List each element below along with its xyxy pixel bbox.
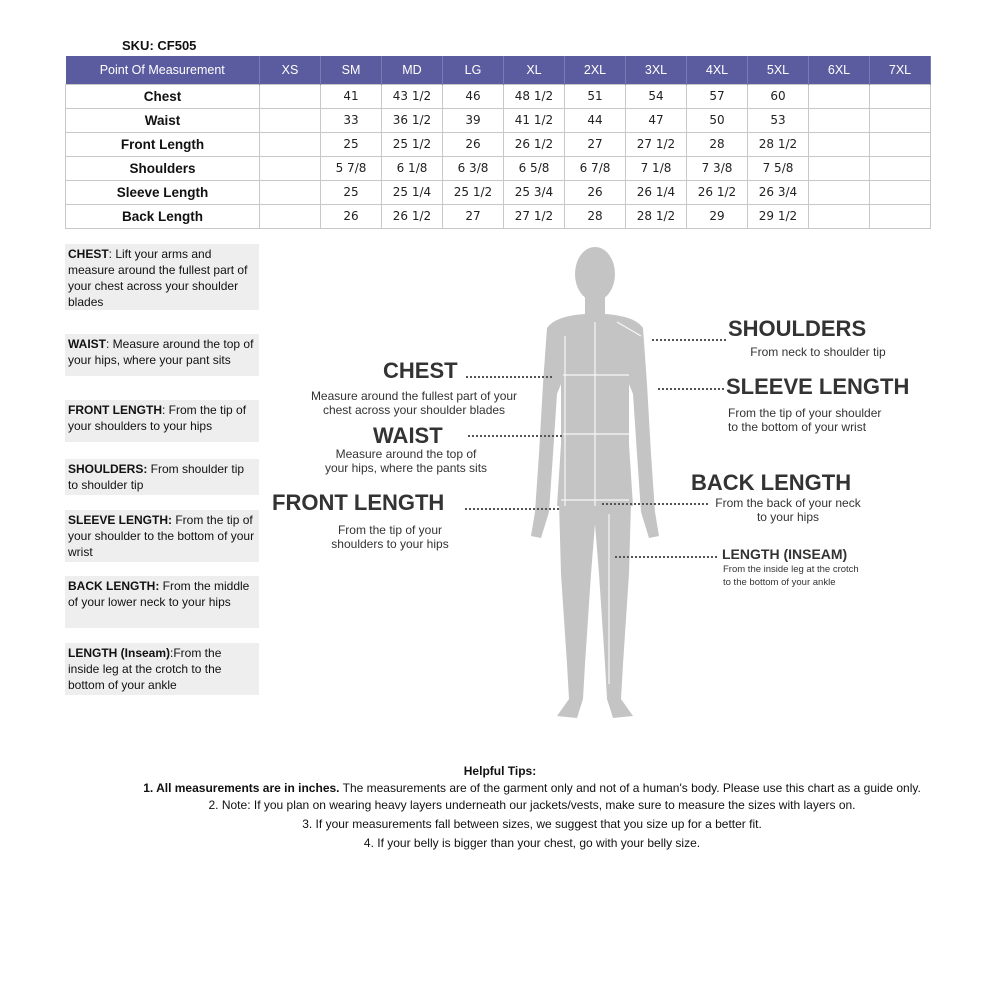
column-header: 3XL bbox=[626, 56, 687, 84]
instruction-text: From the tip of your shoulder to the bottom of your wrist bbox=[68, 513, 255, 559]
size-value-cell: 41 bbox=[321, 84, 382, 108]
size-value-cell: 25 3/4 bbox=[504, 180, 565, 204]
table-row bbox=[66, 204, 931, 228]
size-value-cell bbox=[260, 156, 321, 180]
size-value-cell: 48 1/2 bbox=[504, 84, 565, 108]
size-value-cell: 25 bbox=[321, 132, 382, 156]
table-header-row bbox=[66, 56, 931, 84]
waist-label: WAIST bbox=[373, 423, 443, 448]
instruction-back-length bbox=[65, 576, 259, 628]
size-value-cell: 25 1/2 bbox=[443, 180, 504, 204]
instruction-text: From the middle of your lower neck to your hips bbox=[68, 579, 250, 609]
instruction-text: From shoulder tip to shoulder tip bbox=[68, 462, 245, 492]
size-value-cell bbox=[870, 132, 931, 156]
size-value-cell: 5 7/8 bbox=[321, 156, 382, 180]
size-value-cell: 41 1/2 bbox=[504, 108, 565, 132]
instruction-text: : Lift your arms and measure around the fullest part of your chest across your shoulder blades bbox=[68, 247, 248, 309]
front-length-label: FRONT LENGTH bbox=[272, 490, 445, 515]
size-value-cell bbox=[870, 204, 931, 228]
sleeve-length-label: SLEEVE LENGTH bbox=[726, 374, 910, 399]
size-value-cell: 27 1/2 bbox=[504, 204, 565, 228]
size-value-cell: 29 bbox=[687, 204, 748, 228]
tip-3: 3. If your measurements fall between sizes, we suggest that you size up for a better fit. bbox=[302, 817, 762, 831]
column-header: 4XL bbox=[687, 56, 748, 84]
size-value-cell: 44 bbox=[565, 108, 626, 132]
measurement-name-cell: Sleeve Length bbox=[66, 180, 260, 204]
column-header: XS bbox=[260, 56, 321, 84]
measurement-name-cell: Front Length bbox=[66, 132, 260, 156]
size-value-cell: 43 1/2 bbox=[382, 84, 443, 108]
tip-1: 1. All measurements are in inches. The measurements are of the garment only and not of a human's body. Please use this chart as a guide only. bbox=[143, 781, 921, 795]
size-value-cell: 7 1/8 bbox=[626, 156, 687, 180]
table-row bbox=[66, 180, 931, 204]
measurement-name-cell: Back Length bbox=[66, 204, 260, 228]
instruction-title: CHEST bbox=[68, 247, 109, 261]
size-value-cell: 26 1/4 bbox=[626, 180, 687, 204]
size-value-cell bbox=[260, 180, 321, 204]
size-value-cell bbox=[260, 132, 321, 156]
size-value-cell: 47 bbox=[626, 108, 687, 132]
size-value-cell: 26 3/4 bbox=[748, 180, 809, 204]
size-value-cell: 28 1/2 bbox=[748, 132, 809, 156]
size-value-cell bbox=[260, 108, 321, 132]
column-header: XL bbox=[504, 56, 565, 84]
column-header: 6XL bbox=[809, 56, 870, 84]
size-value-cell: 26 bbox=[565, 180, 626, 204]
size-value-cell: 27 1/2 bbox=[626, 132, 687, 156]
size-value-cell: 39 bbox=[443, 108, 504, 132]
table-row bbox=[66, 132, 931, 156]
instruction-chest bbox=[65, 244, 259, 310]
size-value-cell: 28 bbox=[687, 132, 748, 156]
size-value-cell: 36 1/2 bbox=[382, 108, 443, 132]
sleeve-length-description: From the tip of your shoulder to the bottom of your wrist bbox=[728, 406, 882, 434]
size-value-cell: 53 bbox=[748, 108, 809, 132]
back-length-description: From the back of your neck to your hips bbox=[715, 496, 861, 524]
size-value-cell bbox=[870, 180, 931, 204]
size-value-cell bbox=[809, 204, 870, 228]
instruction-text: : Measure around the top of your hips, where your pant sits bbox=[68, 337, 254, 367]
instruction-title: LENGTH (Inseam) bbox=[68, 646, 171, 660]
column-header: 5XL bbox=[748, 56, 809, 84]
waist-description: Measure around the top of your hips, where the pants sits bbox=[324, 447, 488, 475]
instruction-waist bbox=[65, 334, 259, 376]
back-length-label: BACK LENGTH bbox=[691, 470, 852, 495]
column-header: MD bbox=[382, 56, 443, 84]
size-value-cell: 27 bbox=[565, 132, 626, 156]
size-value-cell bbox=[260, 204, 321, 228]
size-value-cell: 26 1/2 bbox=[504, 132, 565, 156]
instruction-inseam bbox=[65, 643, 259, 695]
sku-label: SKU: CF505 bbox=[122, 38, 197, 53]
inseam-description: From the inside leg at the crotch to the bottom of your ankle bbox=[723, 564, 859, 588]
size-value-cell bbox=[809, 108, 870, 132]
chest-description: Measure around the fullest part of your chest across your shoulder blades bbox=[310, 389, 518, 417]
table-row bbox=[66, 156, 931, 180]
column-header: 7XL bbox=[870, 56, 931, 84]
table-body bbox=[66, 84, 931, 228]
instruction-shoulders bbox=[65, 459, 259, 495]
instruction-title: BACK LENGTH: bbox=[68, 579, 160, 593]
size-value-cell: 27 bbox=[443, 204, 504, 228]
instruction-front-length bbox=[65, 400, 259, 442]
shoulders-leader-line bbox=[652, 339, 726, 341]
measurement-name-cell: Chest bbox=[66, 84, 260, 108]
size-value-cell: 7 5/8 bbox=[748, 156, 809, 180]
size-value-cell bbox=[809, 180, 870, 204]
size-value-cell: 25 bbox=[321, 180, 382, 204]
tip-4: 4. If your belly is bigger than your chest, go with your belly size. bbox=[363, 836, 701, 850]
front-length-leader-line bbox=[465, 508, 559, 510]
size-value-cell: 25 1/2 bbox=[382, 132, 443, 156]
instruction-title: FRONT LENGTH bbox=[68, 403, 162, 417]
size-value-cell bbox=[870, 108, 931, 132]
table-row bbox=[66, 84, 931, 108]
instruction-sleeve-length bbox=[65, 510, 259, 562]
size-value-cell: 6 1/8 bbox=[382, 156, 443, 180]
front-length-description: From the tip of your shoulders to your hips bbox=[331, 523, 449, 551]
instruction-text: :From the inside leg at the crotch to the bottom of your ankle bbox=[68, 646, 222, 692]
column-header: 2XL bbox=[565, 56, 626, 84]
size-value-cell: 26 1/2 bbox=[687, 180, 748, 204]
instruction-title: WAIST bbox=[68, 337, 106, 351]
size-value-cell bbox=[809, 156, 870, 180]
inseam-label: LENGTH (INSEAM) bbox=[722, 546, 848, 562]
size-value-cell bbox=[870, 156, 931, 180]
size-value-cell: 26 bbox=[321, 204, 382, 228]
size-value-cell bbox=[260, 84, 321, 108]
size-value-cell bbox=[809, 132, 870, 156]
size-value-cell: 46 bbox=[443, 84, 504, 108]
size-chart-table bbox=[65, 56, 931, 229]
tip-2: 2. Note: If you plan on wearing heavy layers underneath our jackets/vests, make sure to measure the sizes with layers on. bbox=[208, 798, 856, 812]
size-value-cell: 6 3/8 bbox=[443, 156, 504, 180]
instruction-title: SHOULDERS: bbox=[68, 462, 148, 476]
column-header: SM bbox=[321, 56, 382, 84]
size-value-cell: 54 bbox=[626, 84, 687, 108]
size-value-cell: 60 bbox=[748, 84, 809, 108]
size-value-cell: 26 bbox=[443, 132, 504, 156]
table-row bbox=[66, 108, 931, 132]
waist-leader-line bbox=[468, 435, 562, 437]
size-value-cell: 6 5/8 bbox=[504, 156, 565, 180]
measurement-name-cell: Waist bbox=[66, 108, 260, 132]
instruction-title: SLEEVE LENGTH: bbox=[68, 513, 173, 527]
inseam-leader-line bbox=[615, 556, 717, 558]
size-value-cell: 26 1/2 bbox=[382, 204, 443, 228]
size-value-cell: 33 bbox=[321, 108, 382, 132]
size-value-cell: 57 bbox=[687, 84, 748, 108]
shoulders-label: SHOULDERS bbox=[728, 316, 867, 341]
measurement-name-cell: Shoulders bbox=[66, 156, 260, 180]
body-silhouette bbox=[525, 244, 665, 736]
size-value-cell: 7 3/8 bbox=[687, 156, 748, 180]
size-value-cell bbox=[809, 84, 870, 108]
chest-leader-line bbox=[466, 376, 552, 378]
size-value-cell: 51 bbox=[565, 84, 626, 108]
size-value-cell: 29 1/2 bbox=[748, 204, 809, 228]
size-value-cell: 28 1/2 bbox=[626, 204, 687, 228]
size-value-cell: 25 1/4 bbox=[382, 180, 443, 204]
column-header: Point Of Measurement bbox=[66, 56, 260, 84]
instruction-text: : From the tip of your shoulders to your hips bbox=[68, 403, 247, 433]
size-value-cell bbox=[870, 84, 931, 108]
size-value-cell: 6 7/8 bbox=[565, 156, 626, 180]
shoulders-description: From neck to shoulder tip bbox=[750, 345, 886, 359]
column-header: LG bbox=[443, 56, 504, 84]
back-length-leader-line bbox=[602, 503, 708, 505]
size-value-cell: 28 bbox=[565, 204, 626, 228]
chest-label: CHEST bbox=[383, 358, 458, 383]
size-value-cell: 50 bbox=[687, 108, 748, 132]
tips-title: Helpful Tips: bbox=[463, 764, 537, 778]
sleeve-length-leader-line bbox=[658, 388, 724, 390]
